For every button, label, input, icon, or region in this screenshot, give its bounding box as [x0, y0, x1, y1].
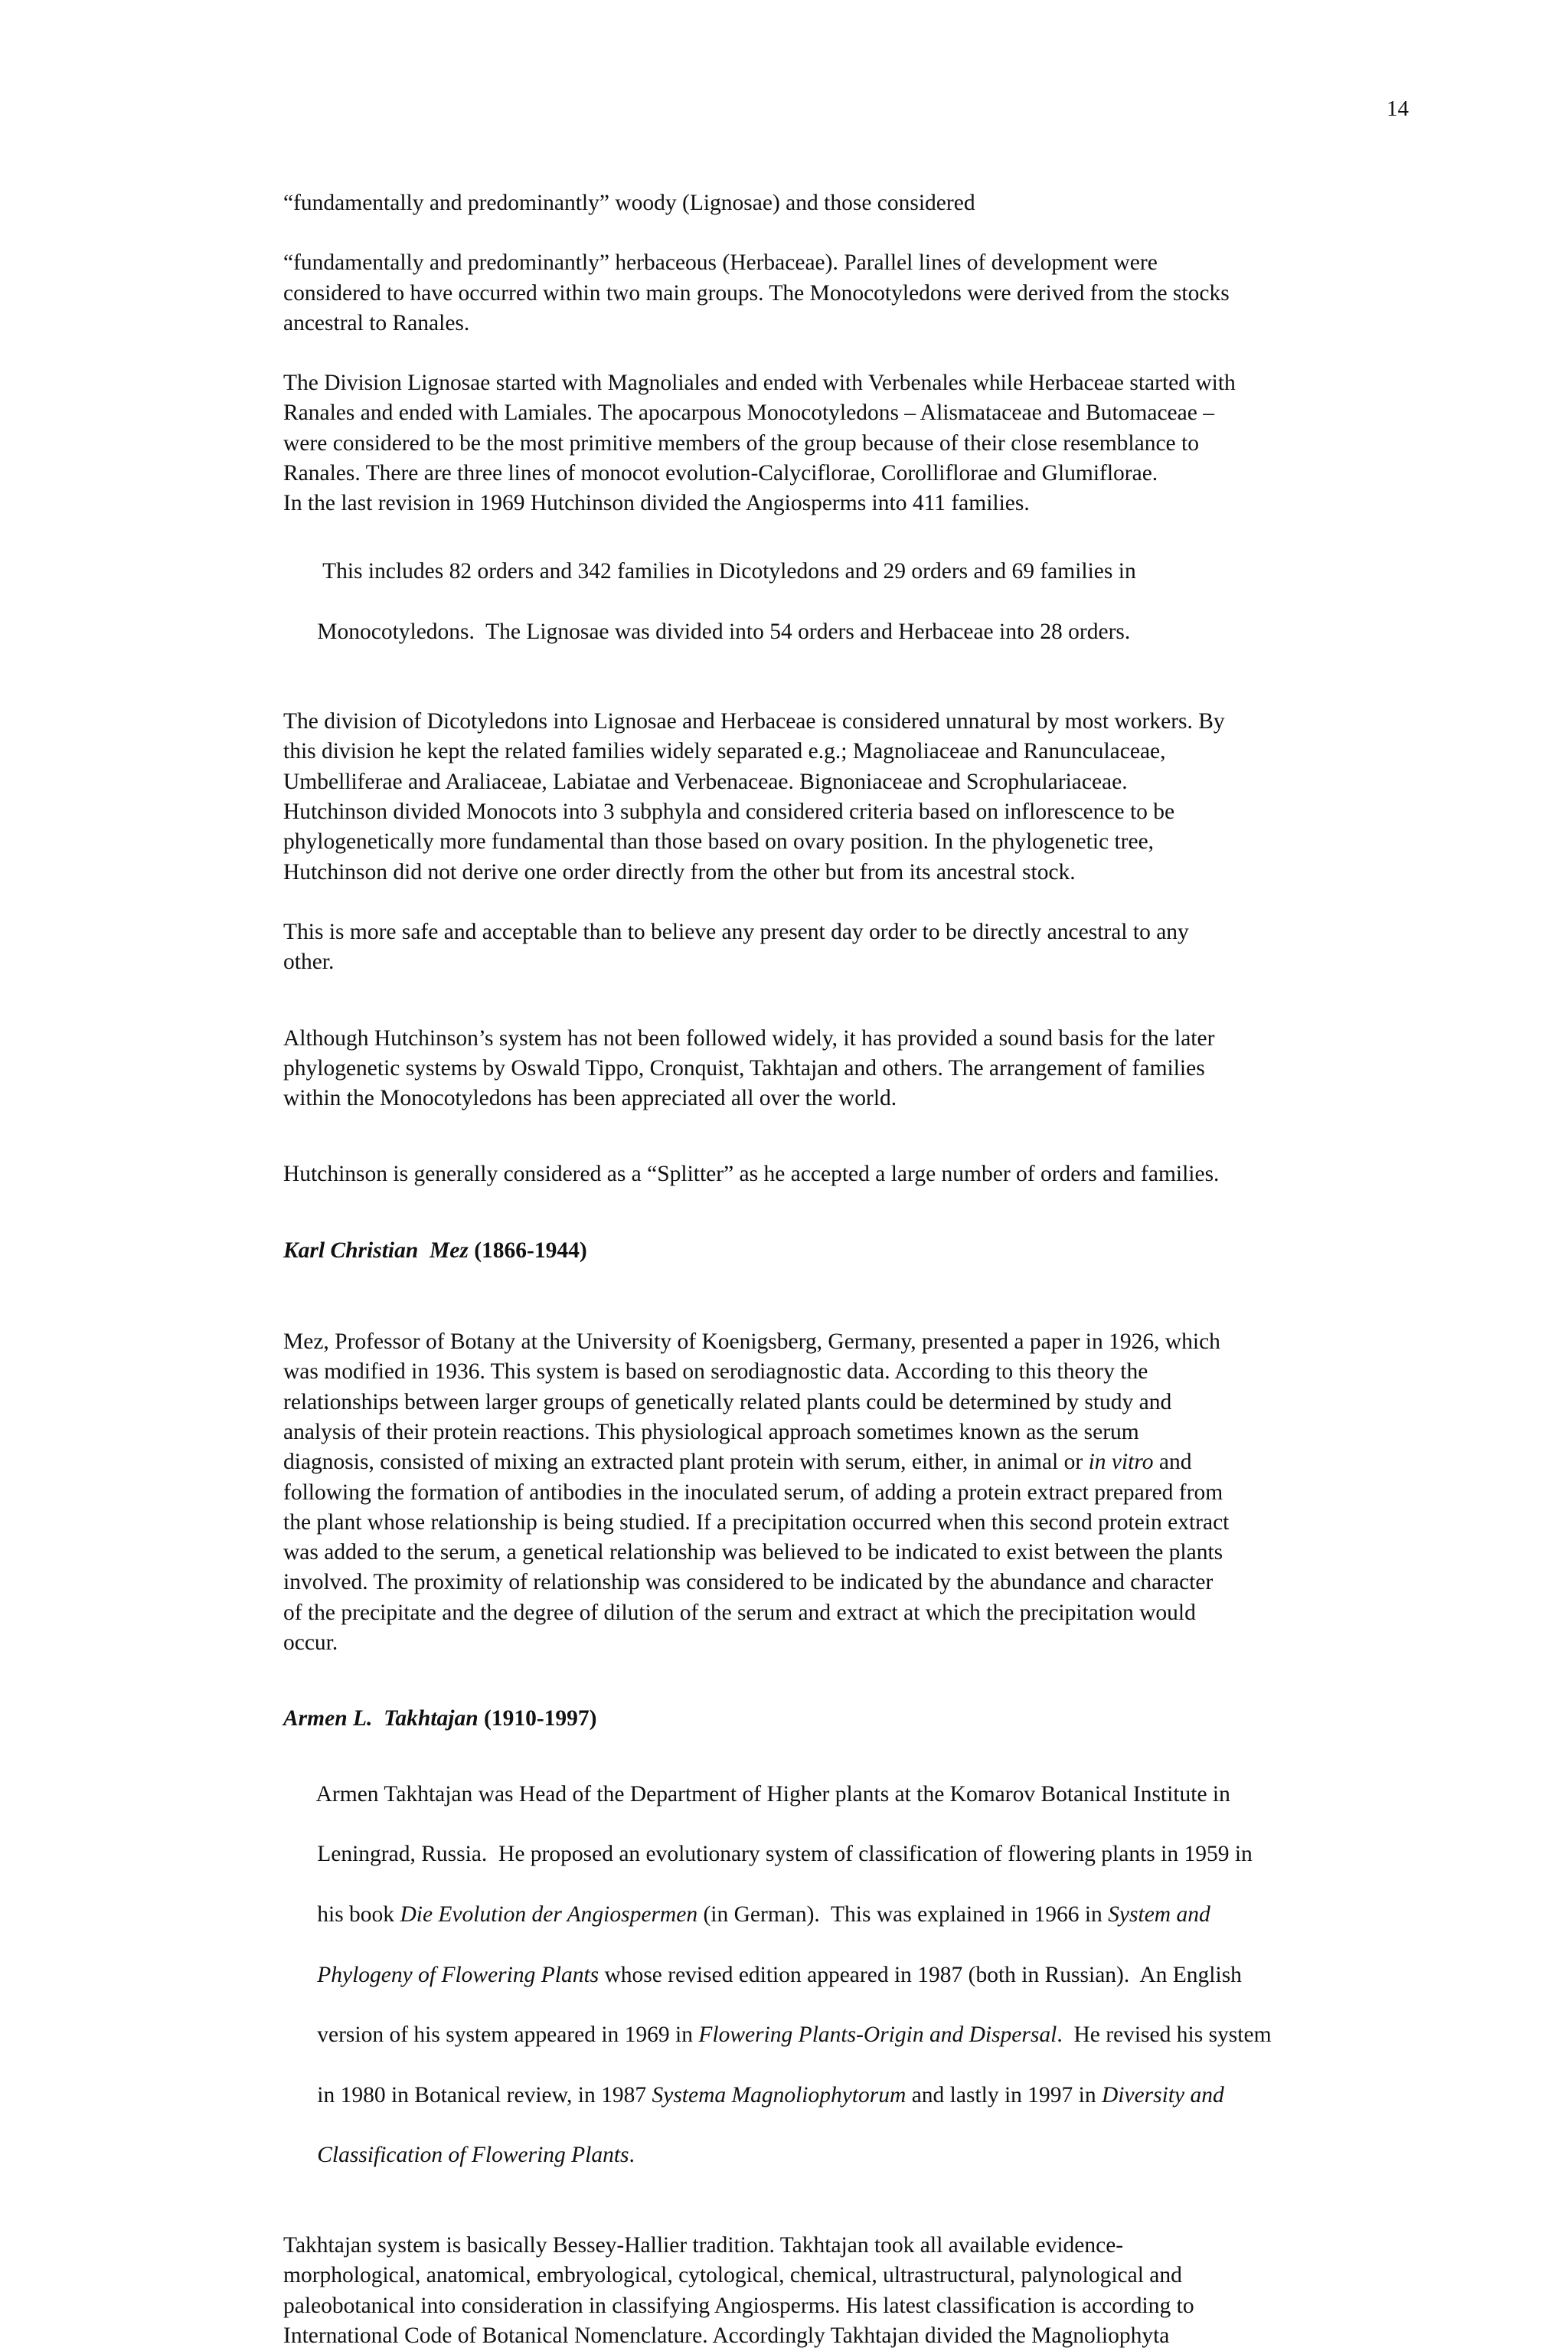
- text-line: In the last revision in 1969 Hutchinson divided the Angiosperms into 411 families.: [283, 491, 1030, 516]
- text-line: International Code of Botanical Nomenclature. Accordingly Takhtajan divided the Magnoliophyta: [283, 2323, 1170, 2348]
- text-line: Although Hutchinson’s system has not been followed widely, it has provided a sound basis for the later: [283, 1025, 1215, 1051]
- text-line: diagnosis, consisted of mixing an extracted plant protein with serum, either, in animal or: [283, 1450, 1089, 1475]
- paragraph-herbaceae: [283, 248, 1416, 338]
- italic-term: in vitro: [1088, 1450, 1154, 1475]
- text-line: ancestral to Ranales.: [283, 310, 470, 335]
- text-line: following the formation of antibodies in the inoculated serum, of adding a protein extract prepared from: [283, 1480, 1223, 1505]
- text-line: the plant whose relationship is being studied. If a precipitation occurred when this second protein extract: [283, 1509, 1230, 1535]
- text-line: was added to the serum, a genetical relationship was believed to be indicated to exist between the plants: [283, 1540, 1223, 1565]
- paragraph-takhtajan-system: [283, 2231, 1416, 2351]
- book-title: Flowering Plants-Origin and Dispersal: [698, 2022, 1057, 2048]
- paragraph-hutchinson-system: [283, 1024, 1416, 1114]
- heading-dates: (1866-1944): [468, 1238, 587, 1263]
- text-line: The division of Dicotyledons into Lignosae and Herbaceae is considered unnatural by most workers. By: [283, 709, 1225, 734]
- text-line: in 1980 in Botanical review, in 1987: [317, 2082, 652, 2107]
- text-line: Ranales and ended with Lamiales. The apocarpous Monocotyledons – Alismataceae and Butomaceae –: [283, 401, 1214, 426]
- book-title: System and: [1108, 1902, 1210, 1928]
- text-line: morphological, anatomical, embryological, cytological, chemical, ultrastructural, palynological and: [283, 2263, 1182, 2288]
- book-title: Systema Magnoliophytorum: [652, 2082, 906, 2107]
- text-line: Takhtajan system is basically Bessey-Hallier tradition. Takhtajan took all available evidence-: [283, 2233, 1124, 2258]
- text-line: The Division Lignosae started with Magnoliales and ended with Verbenales while Herbaceae started with: [283, 371, 1236, 396]
- text-line: and lastly in 1997 in: [906, 2082, 1102, 2107]
- text-line: This is more safe and acceptable than to believe any present day order to be directly ancestral to any: [283, 919, 1189, 944]
- text-line: Ranales. There are three lines of monocot evolution-Calyciflorae, Corolliflorae and Glumiflorae.: [283, 461, 1158, 486]
- text-line: Hutchinson is generally considered as a “Splitter” as he accepted a large number of orders and families.: [283, 1162, 1220, 1187]
- text-line: whose revised edition appeared in 1987 (both in Russian). An English: [599, 1962, 1242, 1987]
- text-line: was modified in 1936. This system is based on serodiagnostic data. According to this theory the: [283, 1359, 1148, 1385]
- text-line: Leningrad, Russia. He proposed an evolutionary system of classification of flowering plants in 1959 in: [317, 1842, 1253, 1867]
- section-heading-mez: [283, 1236, 1416, 1266]
- text-line: Monocotyledons. The Lignosae was divided into 54 orders and Herbaceae into 28 orders.: [317, 619, 1131, 644]
- paragraph-continuation: [283, 188, 1416, 218]
- text-line: “fundamentally and predominantly” herbaceous (Herbaceae). Parallel lines of development were: [283, 250, 1158, 276]
- text-line: (in German). This was explained in 1966 in: [697, 1902, 1109, 1928]
- text-line: This includes 82 orders and 342 families in Dicotyledons and 29 orders and 69 families in: [317, 558, 1136, 584]
- heading-name: Karl Christian Mez: [283, 1238, 469, 1263]
- text-line: and: [1153, 1450, 1192, 1475]
- text-line: relationships between larger groups of genetically related plants could be determined by study and: [283, 1389, 1172, 1414]
- book-title: Die Evolution der Angiospermen: [400, 1902, 698, 1928]
- book-title: Phylogeny of Flowering Plants: [317, 1962, 599, 1987]
- text-line: of the precipitate and the degree of dilution of the serum and extract at which the precipitation would: [283, 1600, 1196, 1625]
- text-line: were considered to be the most primitive members of the group because of their close resemblance to: [283, 430, 1199, 456]
- book-title: Diversity and: [1101, 2082, 1224, 2107]
- paragraph-mez: [283, 1327, 1416, 1658]
- text-line: analysis of their protein reactions. This physiological approach sometimes known as the serum: [283, 1419, 1139, 1444]
- text-line: phylogenetically more fundamental than those based on ovary position. In the phylogenetic tree,: [283, 829, 1155, 855]
- paragraph-orders-count: [283, 527, 1416, 677]
- text-line: involved. The proximity of relationship was considered to be indicated by the abundance and character: [283, 1570, 1214, 1595]
- heading-dates: (1910-1997): [478, 1706, 597, 1731]
- paragraph-takhtajan-bio: [283, 1750, 1416, 2201]
- text-line: . He revised his system: [1057, 2022, 1272, 2048]
- paragraph-splitter: [283, 1159, 1416, 1189]
- text-line: occur.: [283, 1630, 338, 1655]
- page-number: 14: [1387, 96, 1409, 121]
- heading-name: Armen L. Takhtajan: [283, 1706, 479, 1731]
- book-title: Classification of Flowering Plants: [317, 2143, 629, 2168]
- text-line: Umbelliferae and Araliaceae, Labiatae and Verbenaceae. Bignoniaceae and Scrophulariaceae.: [283, 769, 1128, 794]
- text-line: Hutchinson did not derive one order directly from the other but from its ancestral stock.: [283, 859, 1076, 884]
- text-line: phylogenetic systems by Oswald Tippo, Cronquist, Takhtajan and others. The arrangement of families: [283, 1055, 1205, 1081]
- text-line: other.: [283, 950, 335, 975]
- text-line: his book: [317, 1902, 400, 1928]
- text-line: Hutchinson divided Monocots into 3 subphyla and considered criteria based on inflorescence to be: [283, 799, 1175, 825]
- text-line: this division he kept the related families widely separated e.g.; Magnoliaceae and Ranunculaceae,: [283, 739, 1166, 764]
- section-heading-takhtajan: [283, 1704, 1416, 1734]
- text-line: considered to have occurred within two main groups. The Monocotyledons were derived from the stocks: [283, 280, 1230, 306]
- text-line: paleobotanical into consideration in classifying Angiosperms. His latest classification is according to: [283, 2293, 1194, 2318]
- text-line: Armen Takhtajan was Head of the Department of Higher plants at the Komarov Botanical Institute in: [315, 1781, 1230, 1807]
- text-line: Mez, Professor of Botany at the University of Koenigsberg, Germany, presented a paper in 1926, which: [283, 1329, 1220, 1355]
- paragraph-lignosae-division: [283, 368, 1416, 518]
- page-content: [283, 188, 1416, 2351]
- paragraph-division-unnatural: [283, 707, 1416, 888]
- text-line: within the Monocotyledons has been appreciated all over the world.: [283, 1086, 897, 1111]
- text-line: version of his system appeared in 1969 in: [317, 2022, 699, 2048]
- text-line: “fundamentally and predominantly” woody (Lignosae) and those considered: [283, 191, 975, 215]
- text-line: .: [629, 2143, 635, 2168]
- paragraph-safe-acceptable: [283, 917, 1416, 978]
